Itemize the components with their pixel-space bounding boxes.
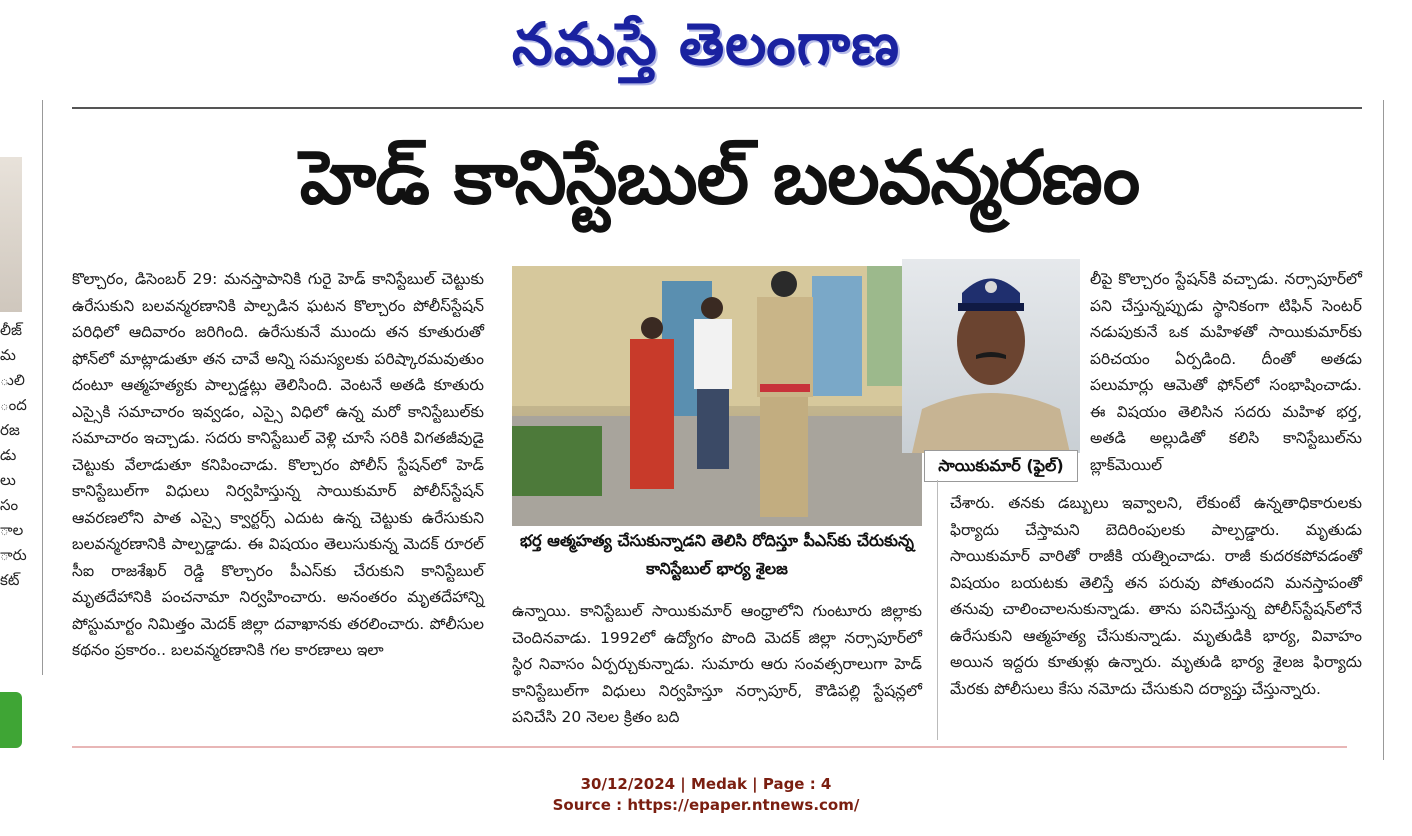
bleed-line: ులి (0, 371, 25, 389)
portrait-label: సాయికుమార్ (ఫైల్) (924, 450, 1078, 482)
neighbour-green-badge (0, 692, 22, 748)
bleed-line: రజ (0, 421, 20, 439)
neighbour-photo-fragment (0, 157, 22, 312)
news-photo-station (512, 266, 922, 526)
column-3-text: చేశారు. తనకు డబ్బులు ఇవ్వాలని, లేకుంటే ఉన్నతాధికారులకు ఫిర్యాదు చేస్తామని బెదిరింపులకు పాల్పడ్డారు. మృతుడు సాయికుమార్ వారితో రాజీకి యత్నించాడు. రాజీ కుదరకపోవడంతో విషయం బయటకు తెలిస్తే తన పరువు పోతుందని మనస్తాపంతో తనువు చాలించాలనుకున్నాడు. తాను పనిచేస్తున్న పోలీస్‌స్టేషన్‌లోనే ఉరేసుకుని ఆత్మహత్య చేసుకున్నాడు. మృతుడికి భార్య, వివాహం అయిన ఇద్దరు కూతుళ్లు ఉన్నారు. మృతుడి భార్య శైలజ ఫిర్యాదు మేరకు పోలీసులు కేసు నమోదు చేసుకుని దర్యాప్తు చేస్తున్నారు. (950, 494, 1362, 698)
footer-source-link[interactable]: Source : https://epaper.ntnews.com/ (552, 796, 860, 814)
article-column-2 (512, 598, 922, 731)
article-column-1 (72, 266, 484, 664)
top-rule (72, 107, 1362, 109)
right-border (1383, 100, 1384, 760)
column-2-text: ఉన్నాయి. కానిస్టేబుల్ సాయికుమార్ ఆంధ్రాలోని గుంటూరు జిల్లాకు చెందినవాడు. 1992లో ఉద్యోగం పొంది మెదక్ జిల్లా నర్సాపూర్‌లో స్థిర నివాసం ఏర్పర్చుకున్నాడు. సుమారు ఆరు సంవత్సరాలుగా హెడ్ కానిస్టేబుల్‌గా విధులు నిర్వహిస్తూ నర్సాపూర్, కౌడిపల్లి స్టేషన్లలో పనిచేసి 20 నెలల క్రితం బది (512, 602, 922, 726)
column-1-text: కొల్చారం, డిసెంబర్ 29: మనస్తాపానికి గురై హెడ్ కానిస్టేబుల్ చెట్టుకు ఉరేసుకుని బలవన్మరణానికి పాల్పడిన ఘటన కొల్చారం పోలీస్‌స్టేషన్ పరిధిలో ఆదివారం జరిగింది. ఉరేసుకునే ముందు తన కూతురుతో ఫోన్‌లో మాట్లాడుతూ తన చావే అన్ని సమస్యలకు పరిష్కారమవుతుం దంటూ ఆత్మహత్యకు పాల్పడ్డట్లు తెలిసింది. వెంటనే అతడి కూతురు ఎస్సైకి సమాచారం ఇవ్వడం, ఎస్సై విధిలో ఉన్న మరో కానిస్టేబుల్‌కు సమాచారం ఇచ్చాడు. సదరు కానిస్టేబుల్ వెళ్లి చూసే సరికి విగతజీవుడై చెట్టుకు వేలాడుతూ కనిపించాడు. కొల్చారం పోలీస్ స్టేషన్‌లో హెడ్ కానిస్టేబుల్‌గా విధులు నిర్వహిస్తున్న సాయికుమార్ పోలీస్‌స్టేషన్ ఆవరణలోని పాత ఎస్సై క్వార్టర్స్ ఎదుట ఉన్న చెట్టుకు ఉరేసుకుని బలవన్మరణానికి పాల్పడ్డాడు. ఈ విషయం తెలుసుకున్న మెదక్ రూరల్ సీఐ రాజశేఖర్ రెడ్డి కొల్చారం పీఎస్‌కు చేరుకుని కానిస్టేబుల్ మృతదేహానికి పంచనామా నిర్వహించారు. అనంతరం మృతదేహాన్ని పోస్టుమార్టం నిమిత్తం మెదక్ జిల్లా దవాఖానకు తరలించారు. పోలీసుల కథనం ప్రకారం.. బలవన్మరణానికి గల కారణాలు ఇలా (72, 270, 484, 659)
bleed-line: డు (0, 446, 17, 464)
bleed-line: లీజ్ (0, 321, 22, 339)
article-headline: హెడ్ కానిస్టేబుల్ బలవన్మరణం (299, 135, 1140, 221)
plants (512, 426, 602, 496)
portrait-illustration (902, 259, 1080, 453)
bleed-line: లు (0, 471, 16, 489)
woman-figure (630, 339, 674, 489)
bleed-line: ాల (0, 521, 24, 539)
column-3-top-text: లీపై కొల్చారం స్టేషన్‌కి వచ్చాడు. నర్సాపూర్‌లో పని చేస్తున్నప్పుడు స్థానికంగా టిఫిన్ సెంటర్ నడుపుకునే ఒక మహిళతో సాయికుమార్‌కు పరిచయం ఏర్పడింది. దీంతో అతడు పలుమార్లు ఆమెతో ఫోన్‌లో సంభాషించాడు. ఈ విషయం తెలిసిన సదరు మహిళ భర్త, అతడి అల్లుడితో కలిసి కానిస్టేబుల్‌ను బ్లాక్‌మెయిల్ (1090, 270, 1362, 474)
bleed-line: కట్ (0, 571, 20, 589)
masthead-logo: నమస్తే తెలంగాణ (512, 10, 900, 78)
bottom-rule (72, 746, 1347, 748)
bleed-line: మ (0, 346, 16, 364)
portrait-photo (902, 259, 1080, 453)
bleed-line: సం (0, 496, 19, 514)
article-column-3-top (1090, 266, 1362, 478)
photo-caption: భర్త ఆత్మహత్య చేసుకున్నాడని తెలిసి రోదిస్తూ పీఎస్‌కు చేరుకున్న కానిస్టేబుల్ భార్య శైలజ (520, 531, 914, 578)
police-figure (757, 297, 813, 397)
photo-illustration (512, 266, 922, 526)
left-border (42, 100, 43, 675)
neighbour-article-fragment (0, 318, 30, 593)
footer-date-edition: 30/12/2024 | Medak | Page : 4 (580, 775, 832, 793)
bleed-line: ారు (0, 546, 27, 564)
bleed-line: ంద (0, 396, 27, 414)
column-divider (937, 480, 938, 740)
footer (0, 774, 1412, 816)
article-column-3 (950, 490, 1362, 702)
